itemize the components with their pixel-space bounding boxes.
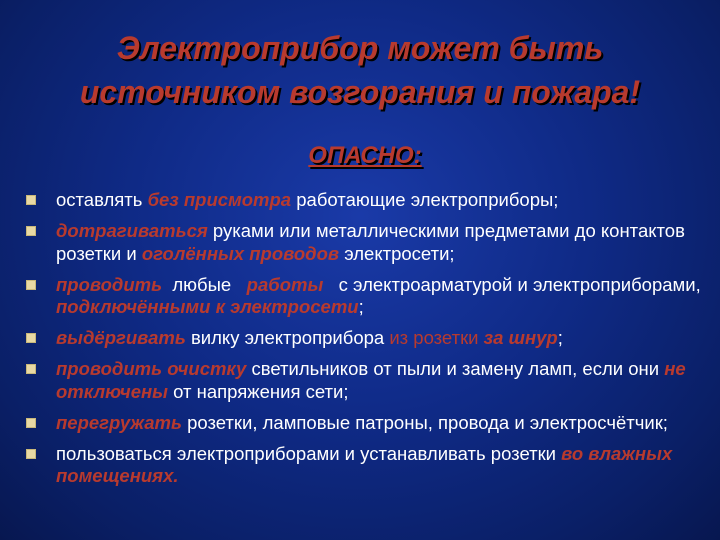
item-emphasis: за шнур [483, 327, 558, 348]
item-emphasis: во влажных помещениях. [56, 442, 673, 486]
list-item [24, 358, 704, 403]
slide-title [20, 26, 700, 114]
list-item [24, 412, 704, 435]
title-line-2: источником возгорания и пожара! [79, 74, 641, 110]
item-emphasis: не отключены [56, 358, 686, 402]
item-emphasis: проводить очистку [56, 358, 247, 379]
item-text: любые [162, 273, 247, 295]
item-emphasis: дотрагиваться [56, 220, 208, 241]
list-item [24, 189, 704, 212]
item-text: с электроарматурой и электроприборами, [323, 273, 717, 295]
item-emphasis: работы [246, 273, 324, 295]
item-text: оставлять [56, 189, 148, 210]
item-text: ; [358, 296, 364, 317]
item-emphasis: перегружать [56, 411, 182, 433]
title-line-1: Электроприбор может быть [116, 30, 604, 66]
square-bullet-icon [26, 449, 36, 459]
list-item [24, 273, 717, 319]
item-text: от напряжения сети; [167, 380, 349, 402]
list-item [24, 220, 704, 265]
slide-subtitle [0, 141, 720, 171]
square-bullet-icon [26, 226, 36, 236]
item-text: пользоваться электроприборами и устанавливать розетки [56, 442, 562, 464]
item-text: светильников от пыли и замену ламп, если они [246, 358, 665, 379]
item-text: руками или металлическими предметами до контактов розетки и [56, 220, 685, 264]
list-item [24, 443, 704, 488]
item-text: вилку электроприбора [185, 327, 390, 348]
square-bullet-icon [26, 418, 36, 428]
item-emphasis: оголённых проводов [141, 242, 340, 264]
item-text: ; [557, 327, 563, 348]
item-emphasis: выдёргивать [56, 327, 186, 348]
item-text: электросети; [339, 242, 455, 264]
item-emphasis: проводить [56, 273, 163, 295]
square-bullet-icon [26, 195, 36, 205]
square-bullet-icon [26, 364, 36, 374]
item-emphasis: подключёнными к электросети [56, 296, 359, 317]
item-red-text: из розетки [389, 327, 479, 348]
subtitle-text: ОПАСНО: [308, 142, 422, 169]
item-emphasis: без присмотра [147, 189, 292, 210]
square-bullet-icon [26, 333, 36, 343]
list-item [24, 327, 704, 350]
item-text: розетки, ламповые патроны, провода и электросчётчик; [181, 411, 668, 433]
warning-list [24, 189, 717, 496]
item-text: работающие электроприборы; [291, 189, 559, 210]
square-bullet-icon [26, 280, 36, 290]
